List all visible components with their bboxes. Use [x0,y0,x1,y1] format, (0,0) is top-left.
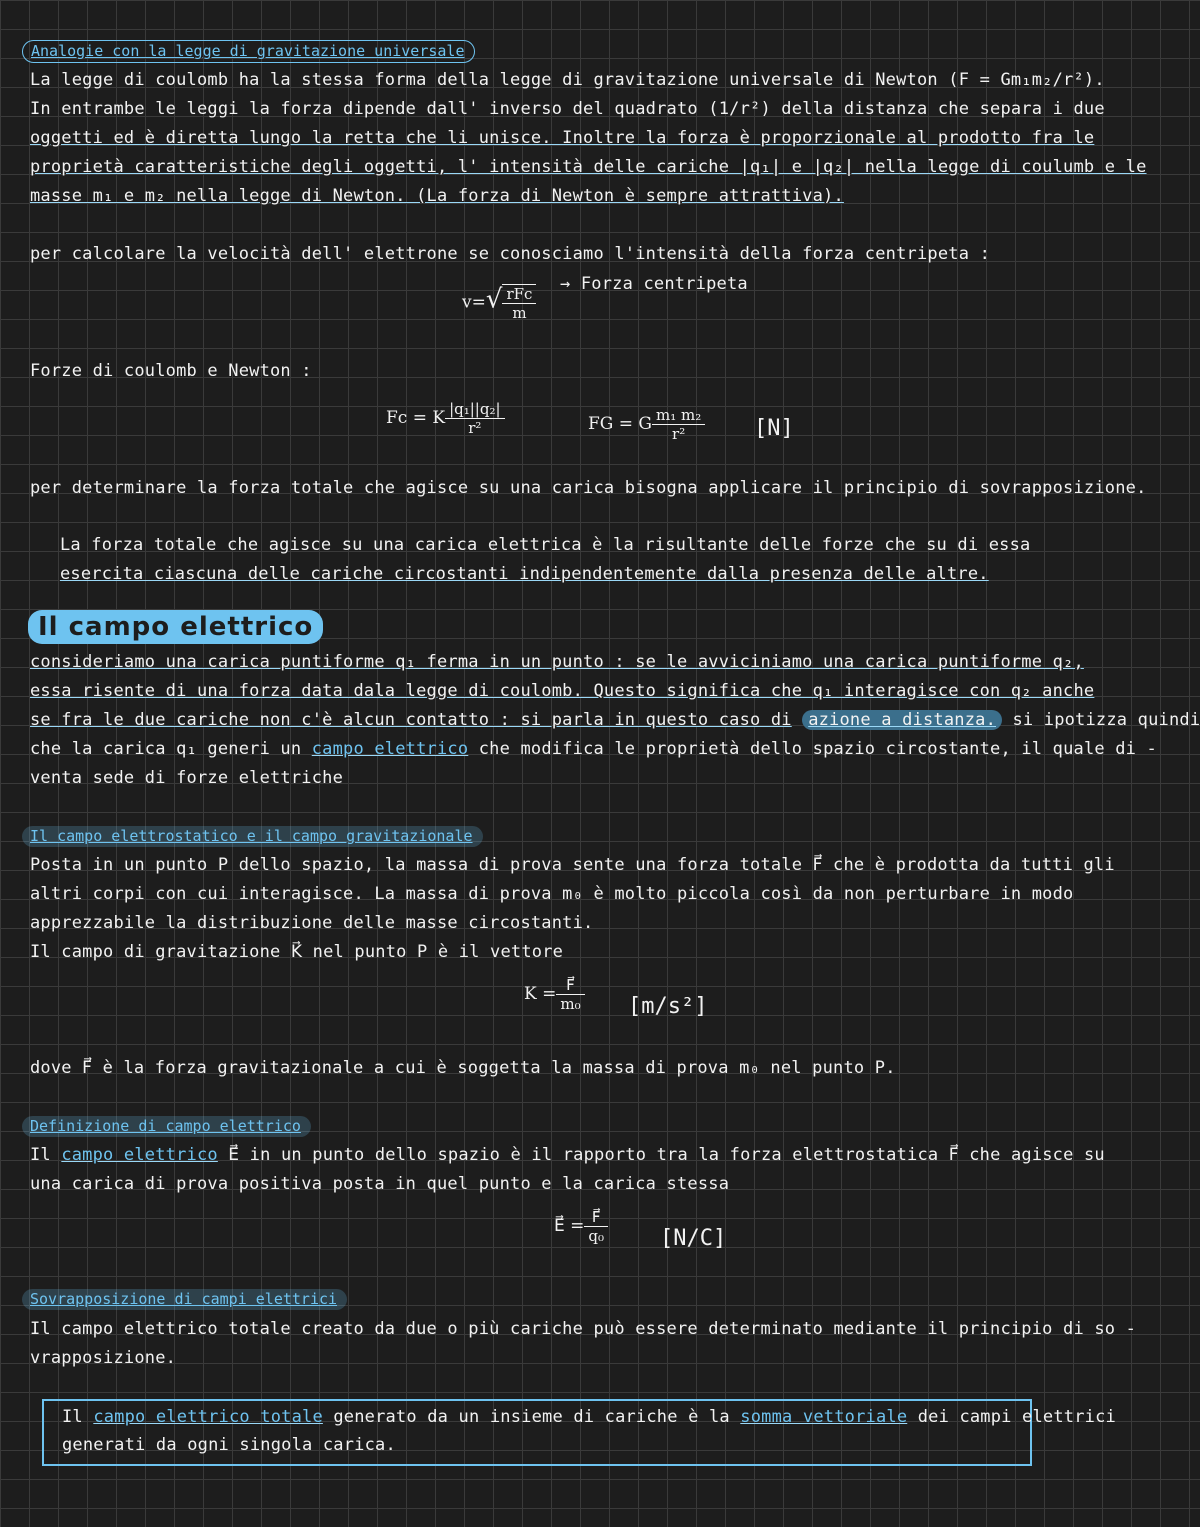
text-line: Il campo elettrico totale generato da un insieme di cariche è la somma vettoriale dei campi elettrici [62,1407,1116,1427]
text-line: vrapposizione. [30,1348,177,1368]
heading-campo-gravitazionale: Il campo elettrostatico e il campo gravitazionale [22,826,483,847]
summary-box [42,1399,1116,1466]
unit-m-s2: [m/s²] [628,994,708,1019]
text-line: generati da ogni singola carica. [62,1435,396,1455]
heading-definizione: Definizione di campo elettrico [22,1116,311,1137]
text-line: Il campo elettrico totale creato da due o più cariche può essere determinato mediante il principio di so - [30,1319,1137,1339]
heading-analogie: Analogie con la legge di gravitazione universale [22,40,475,63]
text-line: proprietà caratteristiche degli oggetti, l' intensità delle cariche |q₁| e |q₂| nella legge di coulumb e le [30,157,1147,177]
unit-newton: [N] [754,416,794,441]
text-line: dove F⃗ è la forza gravitazionale a cui è soggetta la massa di prova m₀ nel punto P. [30,1058,896,1078]
campo-elettrico-totale-term: campo elettrico totale [93,1407,323,1427]
text-line: Il campo di gravitazione K⃗ nel punto P è il vettore [30,942,564,962]
section-title-campo-elettrico: Il campo elettrico [28,610,323,644]
velocity-intro: per calcolare la velocità dell' elettrone se conosciamo l'intensità della forza centripeta : [30,244,991,264]
heading-sovrapposizione: Sovrapposizione di campi elettrici [22,1289,347,1310]
text-line: apprezzabile la distribuzione delle masse circostanti. [30,913,594,933]
superposition-principle: esercita ciascuna delle cariche circostanti indipendentemente dalla presenza delle altre. [60,564,989,584]
gravity-field-formula: K = $\frac{F⃗}{\text{m₀}}$ [524,976,585,1013]
text-line: Il campo elettrico E⃗ in un punto dello spazio è il rapporto tra la forza elettrostatica F⃗ che agisce su [30,1145,1105,1165]
unit-n-c: [N/C] [660,1226,727,1251]
text-line: una carica di prova positiva posta in quel punto e la carica stessa [30,1174,730,1194]
text-line: masse m₁ e m₂ nella legge di Newton. (La forza di Newton è sempre attrattiva). [30,186,844,206]
text-line: che la carica q₁ generi un campo elettrico che modifica le proprietà dello spazio circostante, il quale di - [30,739,1157,759]
velocity-formula: v=√ $\frac{\text{rFc}}{m}$ [462,284,536,322]
forza-centripeta-label: → Forza centripeta [560,274,748,294]
coulomb-formula: Fc = K $\frac{\text{|q₁||q₂|}}{\text{r²}}$ [386,400,505,437]
text-line: Posta in un punto P dello spazio, la massa di prova sente una forza totale F⃗ che è prodotta da tutti gli [30,855,1115,875]
superposition-line: per determinare la forza totale che agisce su una carica bisogna applicare il principio di sovrapposizione. [30,478,1147,498]
somma-vettoriale-term: somma vettoriale [740,1407,908,1427]
superposition-principle: La forza totale che agisce su una carica elettrica è la risultante delle forze che su di essa [60,535,1031,555]
campo-elettrico-term: campo elettrico [311,739,469,759]
campo-elettrico-term: campo elettrico [61,1145,218,1165]
newton-formula: FG = G $\frac{\text{m₁ m₂}}{\text{r²}}$ [588,406,705,443]
text-line: se fra le due cariche non c'è alcun contatto : si parla in questo caso di azione a distanza. si ipotizza quindi [30,710,1200,730]
text-line: oggetti ed è diretta lungo la retta che li unisce. Inoltre la forza è proporzionale al prodotto fra le [30,128,1095,148]
text-line: essa risente di una forza data dala legge di coulomb. Questo significa che q₁ interagisce con q₂ anche [30,681,1095,701]
text-line: altri corpi con cui interagisce. La massa di prova m₀ è molto piccola così da non perturbare in modo [30,884,1074,904]
electric-field-formula: E⃗ = $\frac{F⃗}{\text{q₀}}$ [554,1208,608,1245]
text-line: venta sede di forze elettriche [30,768,344,788]
text-line: La legge di coulomb ha la stessa forma della legge di gravitazione universale di Newton (F = Gm₁m₂/r²). [30,70,1105,90]
text-line: consideriamo una carica puntiforme q₁ ferma in un punto : se le avviciniamo una carica puntiforme q₂, [30,652,1084,672]
text-line: In entrambe le leggi la forza dipende dall' inverso del quadrato (1/r²) della distanza che separa i due [30,99,1105,119]
forces-label: Forze di coulomb e Newton : [30,361,312,381]
azione-a-distanza-highlight: azione a distanza. [802,710,1002,730]
